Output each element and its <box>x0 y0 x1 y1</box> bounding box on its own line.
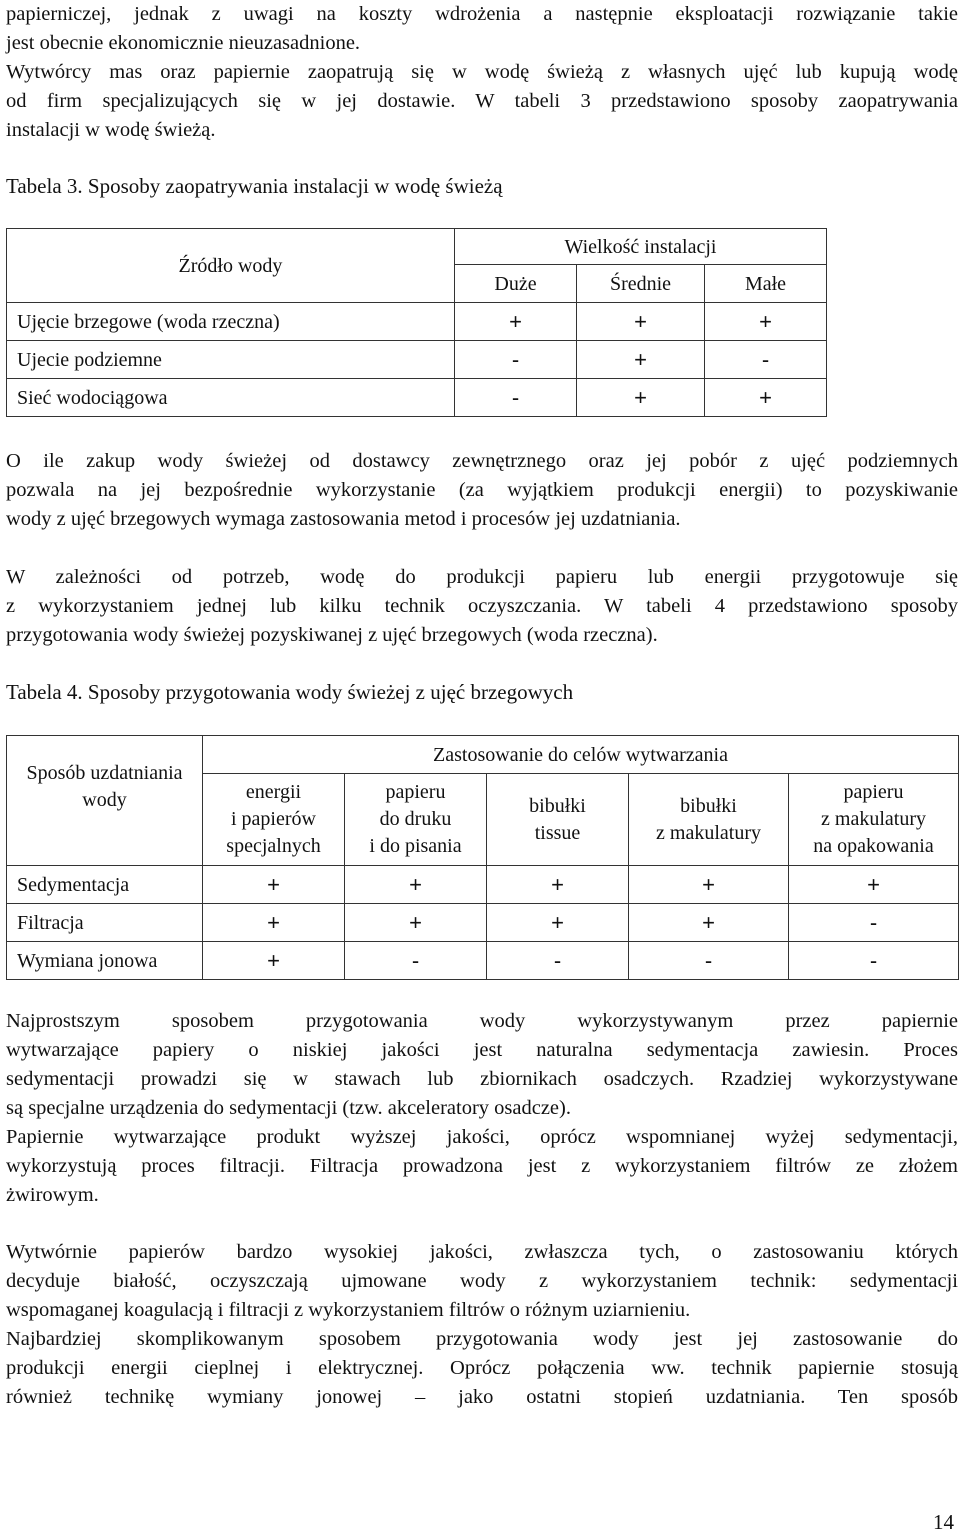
table-cell: + <box>203 904 345 942</box>
table-cell: - <box>345 942 487 980</box>
row-label: Sedymentacja <box>7 866 203 904</box>
intro-line: papierniczej, jednak z uwagi na koszty wdrożenia a następnie eksploatacji rozwiązanie takie <box>6 3 958 25</box>
page-number: 14 <box>933 1510 954 1534</box>
body-line: wykorzystują proces filtracji. Filtracja prowadzona jest z wykorzystaniem filtrów ze złożem <box>6 1155 958 1177</box>
table-cell: + <box>629 904 789 942</box>
header-line: papieru <box>385 781 446 803</box>
table-cell: + <box>455 303 577 341</box>
table-cell: + <box>577 341 705 379</box>
body-line: O ile zakup wody świeżej od dostawcy zewnętrznego oraz jej pobór z ujęć podziemnych <box>6 450 958 472</box>
table3-col-header: Średnie <box>577 265 705 303</box>
table-cell: + <box>345 904 487 942</box>
table-cell: + <box>705 303 827 341</box>
header-line: energii <box>245 781 302 803</box>
header-line: papieru <box>843 781 904 803</box>
intro-line: od firm specjalizujących się w jej dostawie. W tabeli 3 przedstawiono sposoby zaopatrywania <box>6 90 958 112</box>
table-cell: + <box>789 866 959 904</box>
body-line: również technikę wymiany jonowej – jako ostatni stopień uzdatniania. Ten sposób <box>6 1386 958 1408</box>
body-line: W zależności od potrzeb, wodę do produkcji papieru lub energii przygotowuje się <box>6 566 958 588</box>
header-line: wody <box>82 789 127 811</box>
table-row <box>7 303 827 341</box>
table3-header-source: Źródło wody <box>7 229 455 303</box>
table-cell: - <box>705 341 827 379</box>
table-cell: + <box>705 379 827 417</box>
table3-col-header: Duże <box>455 265 577 303</box>
body-line: produkcji energii cieplnej i elektrycznej. Oprócz połączenia ww. technik papiernie stosują <box>6 1357 958 1379</box>
table-row <box>7 904 959 942</box>
header-line: z makulatury <box>821 808 926 830</box>
table4-col-header <box>629 774 789 866</box>
table-cell: - <box>455 379 577 417</box>
table3-header-group: Wielkość instalacji <box>455 229 827 265</box>
table-cell: - <box>487 942 629 980</box>
header-line: tissue <box>534 821 581 844</box>
body-line: żwirowym. <box>6 1184 99 1206</box>
table4-col-header <box>789 774 959 866</box>
body-line: pozwala na jej bezpośrednie wykorzystanie (za wyjątkiem produkcji energii) to pozyskiwanie <box>6 479 958 501</box>
row-label: Wymiana jonowa <box>7 942 203 980</box>
table3 <box>6 228 827 417</box>
body-line: sedymentacji prowadzi się w stawach lub zbiornikach osadczych. Rzadziej wykorzystywane <box>6 1068 958 1090</box>
table4-col-header <box>203 774 345 866</box>
table4 <box>6 735 959 980</box>
body-line: Wytwórnie papierów bardzo wysokiej jakości, zwłaszcza tych, o zastosowaniu których <box>6 1241 958 1263</box>
header-line: Sposób uzdatniania <box>26 762 183 784</box>
body-line: decyduje białość, oczyszczają ujmowane wody z wykorzystaniem technik: sedymentacji <box>6 1270 958 1292</box>
table-cell: + <box>577 379 705 417</box>
header-line: specjalnych <box>226 835 321 857</box>
table-cell: + <box>629 866 789 904</box>
body-line: wspomaganej koagulacją i filtracji z wykorzystaniem filtrów o różnym uziarnieniu. <box>6 1299 691 1321</box>
table-row <box>7 341 827 379</box>
body-line: przygotowania wody świeżej pozyskiwanej z ujęć brzegowych (woda rzeczna). <box>6 624 658 646</box>
header-line: i do pisania <box>369 835 462 857</box>
table4-header-group: Zastosowanie do celów wytwarzania <box>203 736 959 774</box>
body-line: są specjalne urządzenia do sedymentacji (tzw. akceleratory osadcze). <box>6 1097 571 1119</box>
header-line: do druku <box>379 808 452 830</box>
table-row <box>7 866 959 904</box>
body-line: Najprostszym sposobem przygotowania wody wykorzystywanym przez papiernie <box>6 1010 958 1032</box>
table3-col-header: Małe <box>705 265 827 303</box>
table-cell: - <box>455 341 577 379</box>
table-cell: + <box>203 866 345 904</box>
header-line: i papierów <box>231 808 316 830</box>
table4-header-method <box>7 736 203 866</box>
intro-line: Wytwórcy mas oraz papiernie zaopatrują się w wodę świeżą z własnych ujęć lub kupują wodę <box>6 61 958 83</box>
table-cell: + <box>203 942 345 980</box>
row-label: Sieć wodociągowa <box>7 379 455 417</box>
table-row <box>7 942 959 980</box>
body-line: wytwarzające papiery o niskiej jakości jest naturalna sedymentacja zawiesin. Proces <box>6 1039 958 1061</box>
table-cell: + <box>487 866 629 904</box>
body-line: Papiernie wytwarzające produkt wyższej jakości, oprócz wspomnianej wyżej sedymentacji, <box>6 1126 958 1148</box>
table-cell: - <box>629 942 789 980</box>
table-cell: + <box>345 866 487 904</box>
header-line: na opakowania <box>813 835 934 857</box>
row-label: Ujecie podziemne <box>7 341 455 379</box>
body-line: wody z ujęć brzegowych wymaga zastosowania metod i procesów jej uzdatniania. <box>6 508 681 530</box>
header-line: z makulatury <box>656 821 761 844</box>
table-row <box>7 379 827 417</box>
intro-line: instalacji w wodę świeżą. <box>6 119 216 141</box>
table-cell: - <box>789 942 959 980</box>
row-label: Filtracja <box>7 904 203 942</box>
table4-col-header <box>345 774 487 866</box>
header-line: bibułki <box>680 794 737 817</box>
table-cell: + <box>487 904 629 942</box>
body-line: z wykorzystaniem jednej lub kilku technik oczyszczania. W tabeli 4 przedstawiono sposoby <box>6 595 958 617</box>
table4-col-header <box>487 774 629 866</box>
body-line: Najbardziej skomplikowanym sposobem przygotowania wody jest jej zastosowanie do <box>6 1328 958 1350</box>
intro-line: jest obecnie ekonomicznie nieuzasadnione. <box>6 32 361 54</box>
header-line: bibułki <box>529 794 586 817</box>
table4-caption: Tabela 4. Sposoby przygotowania wody świeżej z ujęć brzegowych <box>6 680 574 704</box>
table3-caption: Tabela 3. Sposoby zaopatrywania instalacji w wodę świeżą <box>6 174 503 198</box>
row-label: Ujęcie brzegowe (woda rzeczna) <box>7 303 455 341</box>
table-cell: - <box>789 904 959 942</box>
table-cell: + <box>577 303 705 341</box>
